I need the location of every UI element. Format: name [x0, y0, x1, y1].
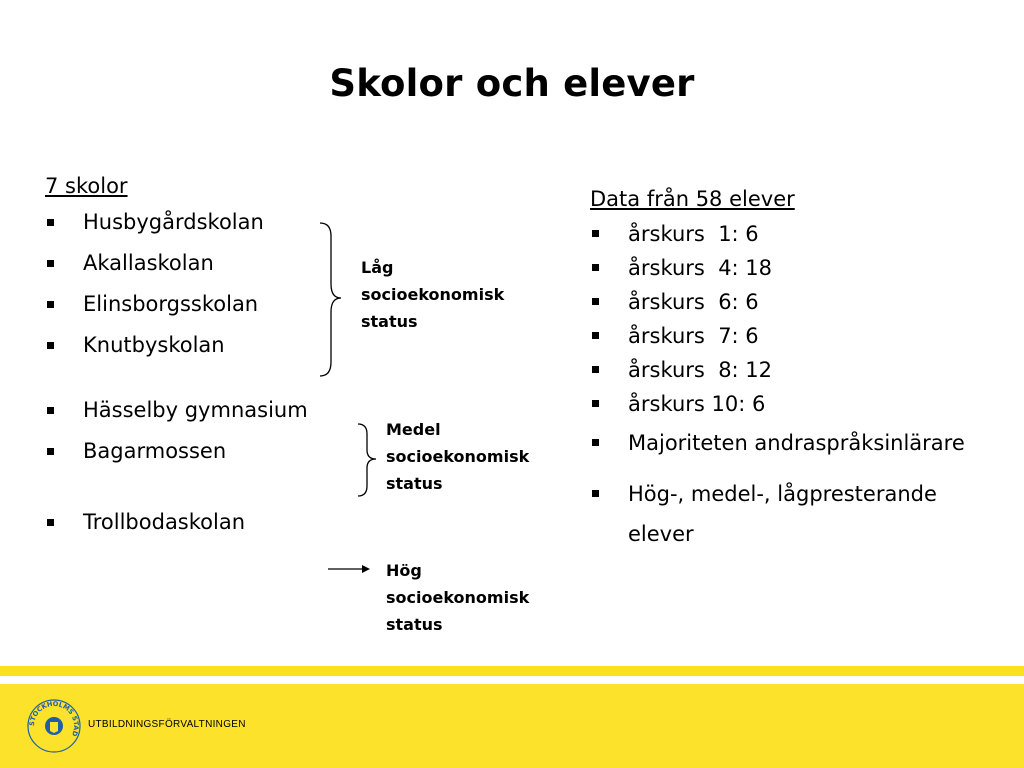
square-bullet-icon [592, 264, 599, 271]
brace-low-icon [320, 223, 341, 376]
logo-text: STOCKHOLMS STAD [27, 699, 81, 738]
school-name: Trollbodaskolan [83, 510, 246, 534]
status-low-label: Låg socioekonomisk status [361, 258, 505, 331]
school-name: Bagarmossen [83, 439, 227, 463]
school-name: Akallaskolan [83, 251, 214, 275]
square-bullet-icon [592, 230, 599, 237]
list-item: årskurs 10: 6 [590, 387, 1010, 421]
slide-title: Skolor och elever [329, 62, 695, 105]
footer-divider [0, 676, 1024, 684]
student-data-list [590, 187, 1010, 554]
square-bullet-icon [592, 400, 599, 407]
school-name: Knutbyskolan [83, 333, 225, 357]
status-medium-label: Medel socioekonomisk status [386, 420, 530, 493]
list-item: Majoriteten andraspråksinlärare [590, 426, 1010, 460]
list-item: årskurs 6: 6 [590, 285, 1010, 319]
student-data-heading: Data från 58 elever [590, 187, 795, 211]
footer-stripe [0, 666, 1024, 676]
square-bullet-icon [592, 490, 599, 497]
square-bullet-icon [592, 332, 599, 339]
school-name: Elinsborgsskolan [83, 292, 259, 316]
square-bullet-icon [592, 298, 599, 305]
department-name: UTBILDNINGSFÖRVALTNINGEN [88, 719, 246, 730]
stockholm-logo-icon [26, 698, 82, 754]
arrow-head-icon [362, 565, 370, 573]
status-high-label: Hög socioekonomisk status [386, 561, 530, 634]
square-bullet-icon [592, 439, 599, 446]
list-item: årskurs 7: 6 [590, 319, 1010, 353]
square-bullet-icon [592, 366, 599, 373]
list-item: årskurs 4: 18 [590, 251, 1010, 285]
list-item: årskurs 8: 12 [590, 353, 1010, 387]
list-item: Hög-, medel-, lågpresterande elever [590, 474, 1010, 554]
school-list-heading: 7 skolor [45, 174, 128, 198]
school-name: Hässelby gymnasium [83, 398, 308, 422]
brace-medium-icon [358, 424, 376, 496]
list-item: årskurs 1: 6 [590, 217, 1010, 251]
school-name: Husbygårdskolan [83, 210, 264, 234]
